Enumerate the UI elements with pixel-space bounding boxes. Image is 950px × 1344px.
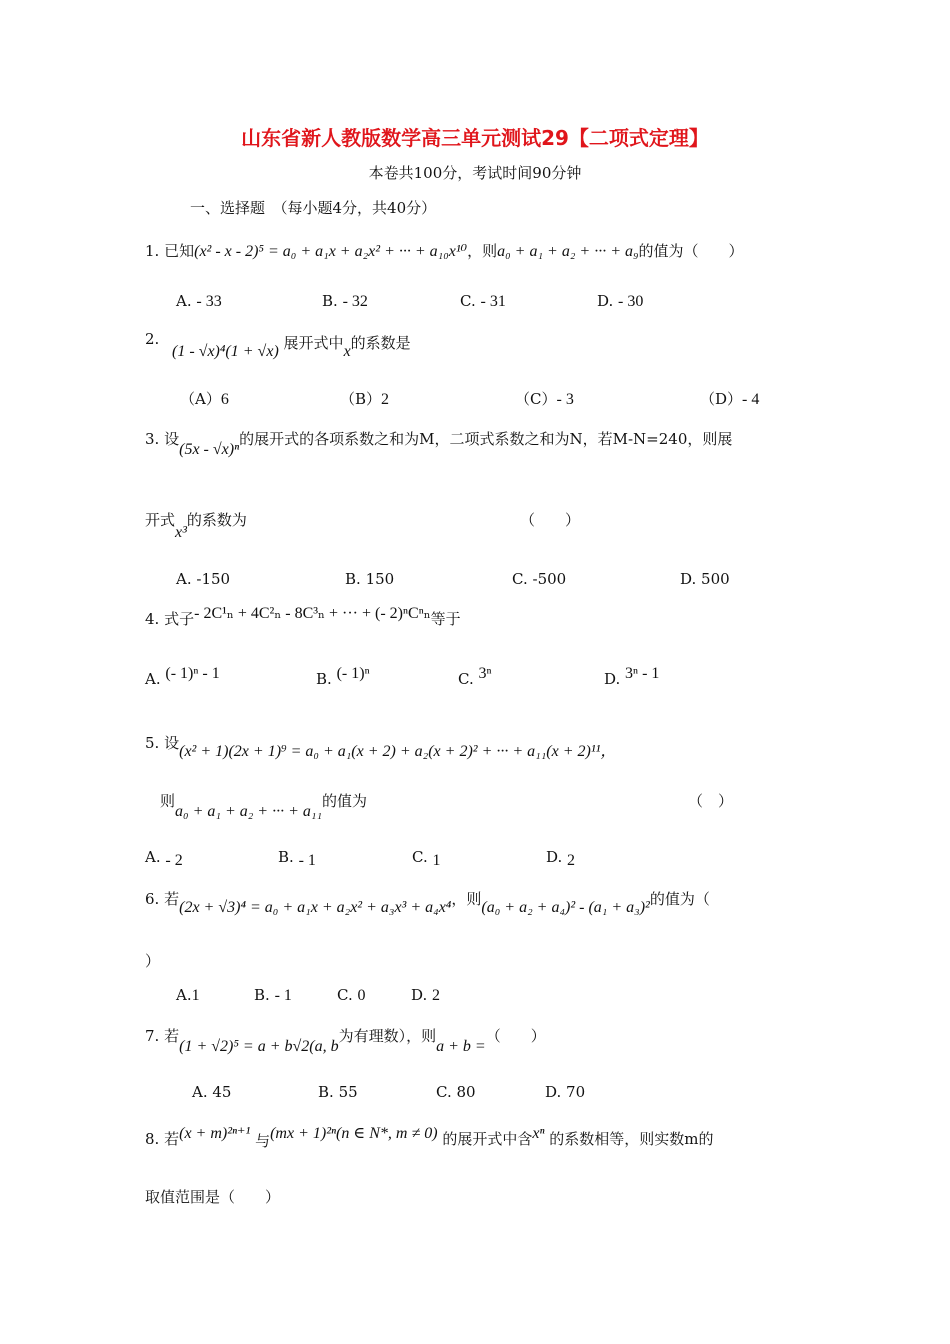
question-5	[145, 730, 617, 760]
option-a: A. - 2	[145, 848, 183, 869]
option-a: A. (- 1)ⁿ - 1	[145, 665, 220, 688]
question-2-body	[172, 334, 411, 361]
formula: xⁿ	[532, 1125, 545, 1142]
formula: (2x + √3)⁴ = a₀ + a₁x + a₂x² + a₃x³ + a₄x⁴	[179, 899, 452, 916]
option-d: （D）- 4	[700, 390, 760, 408]
formula: (1 + √2)⁵ = a + b√2(a, b	[179, 1038, 339, 1055]
question-number: 2.	[145, 330, 160, 348]
option-d: D. 2	[546, 848, 576, 869]
question-number: 4.	[145, 610, 160, 628]
option-c: C. - 31	[460, 292, 506, 310]
option-a: A. 45	[192, 1083, 232, 1101]
question-text: 的值为	[322, 792, 368, 810]
question-text: ，则	[451, 890, 482, 908]
formula: (x² - x - 2)⁵ = a₀ + a₁x + a₂x² + ··· + a₁₀x¹⁰	[194, 243, 468, 260]
option-d: D. 2	[411, 986, 441, 1004]
question-text: 与	[255, 1132, 271, 1150]
option-a: （A）6	[180, 390, 229, 408]
question-text: 展开式中	[283, 334, 344, 352]
option-c: C. 80	[436, 1083, 476, 1101]
question-text: （ ）	[485, 1027, 546, 1045]
question-number: 8.	[145, 1130, 160, 1148]
question-text: 开式	[145, 511, 176, 529]
answer-paren: （ ）	[520, 511, 581, 529]
formula: (x + m)²ⁿ⁺¹	[179, 1125, 251, 1142]
question-text: 的系数为	[186, 511, 247, 529]
question-text: 的展开式的各项系数之和为M，二项式系数之和为N，若M-N=240，则展	[239, 430, 733, 448]
formula: (mx + 1)²ⁿ(n ∈ N*, m ≠ 0)	[270, 1125, 438, 1142]
question-3-line2	[145, 509, 247, 541]
question-4	[145, 605, 461, 629]
option-a: A.1	[176, 986, 200, 1004]
option-c: （C）- 3	[515, 390, 574, 408]
formula: (5x - √x)ⁿ	[179, 441, 240, 458]
question-3	[145, 428, 733, 458]
option-d: D. 3ⁿ - 1	[604, 665, 660, 688]
option-a: A. - 33	[176, 292, 222, 310]
question-text: 设	[164, 734, 180, 752]
option-d: D. 500	[680, 570, 730, 588]
formula: a₀ + a₁ + a₂ + ··· + a₉	[497, 243, 639, 260]
formula: (1 - √x)⁴(1 + √x)	[172, 343, 279, 360]
question-text: 的值为（ ）	[638, 242, 744, 260]
formula: x³	[175, 524, 187, 541]
option-b: B. - 32	[322, 292, 368, 310]
section-heading: 一、选择题 （每小题4分，共40分）	[190, 199, 437, 217]
option-c: C. 3ⁿ	[458, 665, 492, 688]
question-text: 已知	[164, 242, 195, 260]
question-text: 的系数是	[350, 334, 411, 352]
question-8	[145, 1125, 714, 1150]
question-text: 则	[160, 792, 176, 810]
question-number: 1.	[145, 242, 160, 260]
question-text: 若	[164, 1130, 180, 1148]
option-b: B. - 1	[254, 986, 292, 1004]
question-text: 设	[164, 430, 180, 448]
option-c: C. 0	[337, 986, 366, 1004]
question-5-line2	[160, 790, 368, 820]
option-c: C. -500	[512, 570, 567, 588]
question-text: 为有理数），则	[338, 1027, 437, 1045]
option-b: B. 55	[318, 1083, 358, 1101]
option-b: （B）2	[340, 390, 390, 408]
question-number: 7.	[145, 1027, 160, 1045]
question-number: 5.	[145, 734, 160, 752]
option-a: A. -150	[176, 570, 231, 588]
option-b: B. (- 1)ⁿ	[316, 665, 370, 688]
question-text: ，则	[467, 242, 498, 260]
option-d: D. - 30	[597, 292, 644, 310]
question-text: 的系数相等，则实数m的	[549, 1130, 714, 1148]
option-d: D. 70	[545, 1083, 586, 1101]
question-text: 的展开式中含	[442, 1130, 533, 1148]
question-text: ）	[145, 952, 161, 970]
question-6	[145, 888, 710, 916]
answer-paren: （ ）	[688, 792, 734, 810]
question-text: 若	[164, 890, 180, 908]
formula: a₀ + a₁ + a₂ + ··· + a₁₁	[175, 803, 323, 820]
question-number: 3.	[145, 430, 160, 448]
option-b: B. - 1	[278, 848, 316, 869]
question-1	[145, 240, 744, 261]
question-text: 取值范围是（ ）	[145, 1188, 281, 1206]
question-text: 的值为（	[649, 890, 710, 908]
question-text: 若	[164, 1027, 180, 1045]
page-title: 山东省新人教版数学高三单元测试29【二项式定理】	[241, 126, 709, 150]
question-text: 等于	[430, 610, 461, 628]
question-number: 6.	[145, 890, 160, 908]
formula: (a₀ + a₂ + a₄)² - (a₁ + a₃)²	[481, 899, 650, 916]
question-text: 式子	[164, 610, 195, 628]
formula: - 2C¹ₙ + 4C²ₙ - 8C³ₙ + ··· + (- 2)ⁿCⁿₙ	[194, 605, 431, 622]
exam-info: 本卷共100分，考试时间90分钟	[368, 164, 582, 182]
option-b: B. 150	[345, 570, 395, 588]
formula: (x² + 1)(2x + 1)⁹ = a₀ + a₁(x + 2) + a₂(x + 2)² + ··· + a₁₁(x + 2)¹¹，	[179, 743, 617, 760]
formula: a + b =	[436, 1038, 486, 1055]
question-7	[145, 1025, 546, 1055]
formula: x	[343, 343, 351, 360]
question-2	[145, 330, 159, 348]
option-c: C. 1	[412, 848, 441, 869]
